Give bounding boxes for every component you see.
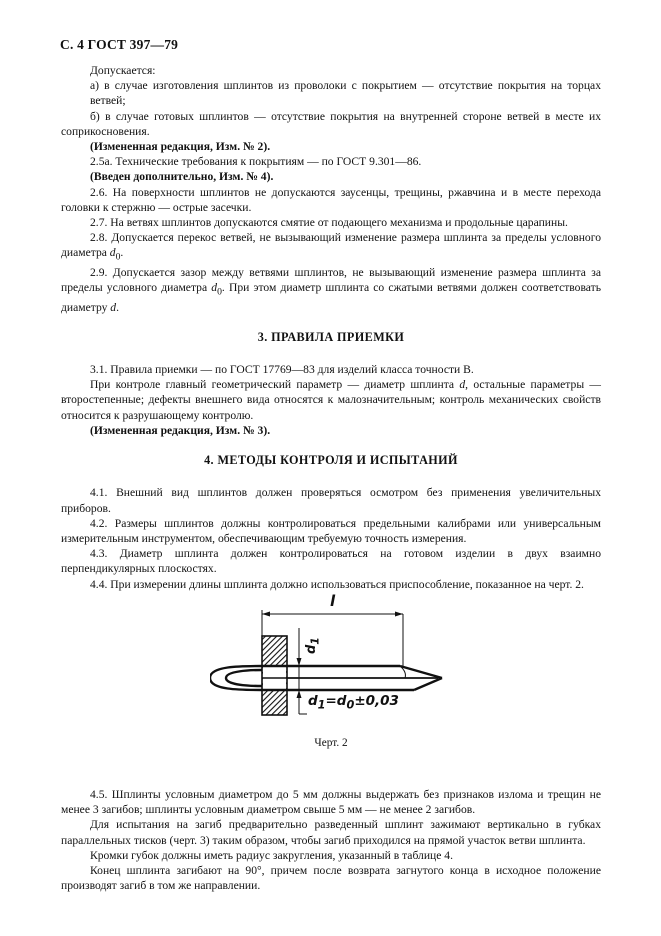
document-body: [61, 63, 602, 893]
paragraph: [61, 377, 601, 423]
symbol: d: [308, 692, 318, 709]
page-header: С. 4 ГОСТ 397—79: [60, 37, 179, 52]
symbol: =d: [325, 692, 347, 709]
cotter-pin-diagram: [210, 606, 510, 736]
symbol: d: [459, 378, 466, 392]
figure-2-drawing: [210, 591, 510, 736]
subscript: 1: [308, 636, 322, 645]
subscript: 0: [115, 251, 121, 263]
amendment-note: (Измененная редакция, Изм. № 2).: [90, 140, 271, 154]
subscript: 0: [217, 286, 222, 298]
paragraph: Допускается:: [90, 64, 156, 77]
arrowhead: [262, 611, 270, 616]
paragraph: 4.4. При измерении длины шплинта должно использоваться приспособление, показанное на черт. 2.: [90, 577, 584, 591]
paragraph: а) в случае изготовления шплинтов из проволоки с покрытием — отсутствие покрытия на торцах ветвей;: [90, 79, 601, 108]
text-run: При контроле главный геометрический параметр — диаметр шплинта: [90, 378, 455, 392]
label-d1: [304, 637, 323, 654]
pin-tip: [400, 666, 442, 678]
figure-caption: Черт. 2: [314, 736, 348, 749]
text-run: , остальные параметры — второстепенные; дефекты внешнего вида относятся к малозначительным; контроль механических свойств относится к разрушающему контролю.: [61, 378, 601, 422]
section-title: 3. ПРАВИЛА ПРИЕМКИ: [257, 329, 405, 344]
paragraph: [61, 230, 601, 265]
label-formula: [308, 694, 399, 713]
subscript: 1: [317, 698, 326, 712]
paragraph: 2.5а. Технические требования к покрытиям — по ГОСТ 9.301—86.: [90, 155, 422, 169]
text-run: 2.9. Допускается зазор между ветвями шплинтов, не вызывающий изменение размера шплинта за пределы условного диаметра: [61, 265, 601, 295]
text-run: 2.8. Допускается перекос ветвей, не вызывающий изменение размера шплинта за пределы условного диаметра: [61, 231, 601, 260]
paragraph: б) в случае готовых шплинтов — отсутствие покрытия на внутренней стороне ветвей в месте их соприкосновения.: [61, 109, 601, 138]
arrowhead: [297, 690, 302, 698]
paragraph: 4.1. Внешний вид шплинтов должен проверяться осмотром без применения увеличительных приборов.: [61, 486, 601, 515]
symbol: d: [304, 644, 319, 654]
tolerance: ±0,03: [354, 692, 399, 709]
paragraph: 3.1. Правила приемки — по ГОСТ 17769—83 для изделий класса точности В.: [90, 363, 474, 377]
symbol: d: [109, 246, 116, 260]
paragraph: [61, 265, 601, 315]
section-title: 4. МЕТОДЫ КОНТРОЛЯ И ИСПЫТАНИЙ: [204, 453, 458, 468]
arrowhead: [297, 658, 302, 666]
label-l: l: [330, 591, 336, 610]
paragraph: 4.3. Диаметр шплинта должен контролироваться на готовом изделии в двух взаимно перпендикулярных плоскостях.: [61, 547, 601, 576]
amendment-note: (Измененная редакция, Изм. № 3).: [90, 423, 271, 437]
symbol: d: [211, 281, 218, 295]
paragraph: Для испытания на загиб предварительно разведенный шплинт зажимают вертикально в губках параллельных тисков (черт. 3) таким образом, чтобы загиб приходился на прямой участок ветви шплинта.: [61, 818, 601, 847]
pin-tip: [414, 678, 442, 690]
pin-eye-inner: [226, 670, 262, 686]
paragraph: 2.7. На ветвях шплинтов допускаются смятие от подающего механизма и продольные царапины.: [90, 216, 568, 230]
text-run: .: [120, 246, 124, 260]
subscript: 0: [346, 698, 355, 712]
paragraph: 2.6. На поверхности шплинтов не допускаются заусенцы, трещины, ржавчина и в месте перехода головки к стержню — острые засечки.: [61, 185, 601, 214]
paragraph: 4.2. Размеры шплинтов должны контролироваться предельными калибрами или универсальным измерительным инструментом, обеспечивающим требуемую точность измерения.: [61, 516, 601, 545]
arrowhead: [395, 611, 403, 616]
symbol: d: [110, 300, 117, 314]
paragraph: Кромки губок должны иметь радиус закругления, указанный в таблице 4.: [90, 848, 453, 862]
paragraph: 4.5. Шплинты условным диаметром до 5 мм должны выдержать без признаков излома и трещин не менее 3 загибов; шплинты условным диаметром свыше 5 мм — не менее 2 загибов.: [61, 787, 601, 817]
amendment-note: (Введен дополнительно, Изм. № 4).: [90, 170, 274, 184]
text-run: .: [116, 300, 119, 314]
paragraph: Конец шплинта загибают на 90°, причем после возврата загнутого конца в исходное положение производят загиб в том же направлении.: [61, 863, 601, 893]
text-run: . При этом диаметр шплинта со сжатыми ветвями должен соответствовать диаметру: [61, 281, 602, 314]
